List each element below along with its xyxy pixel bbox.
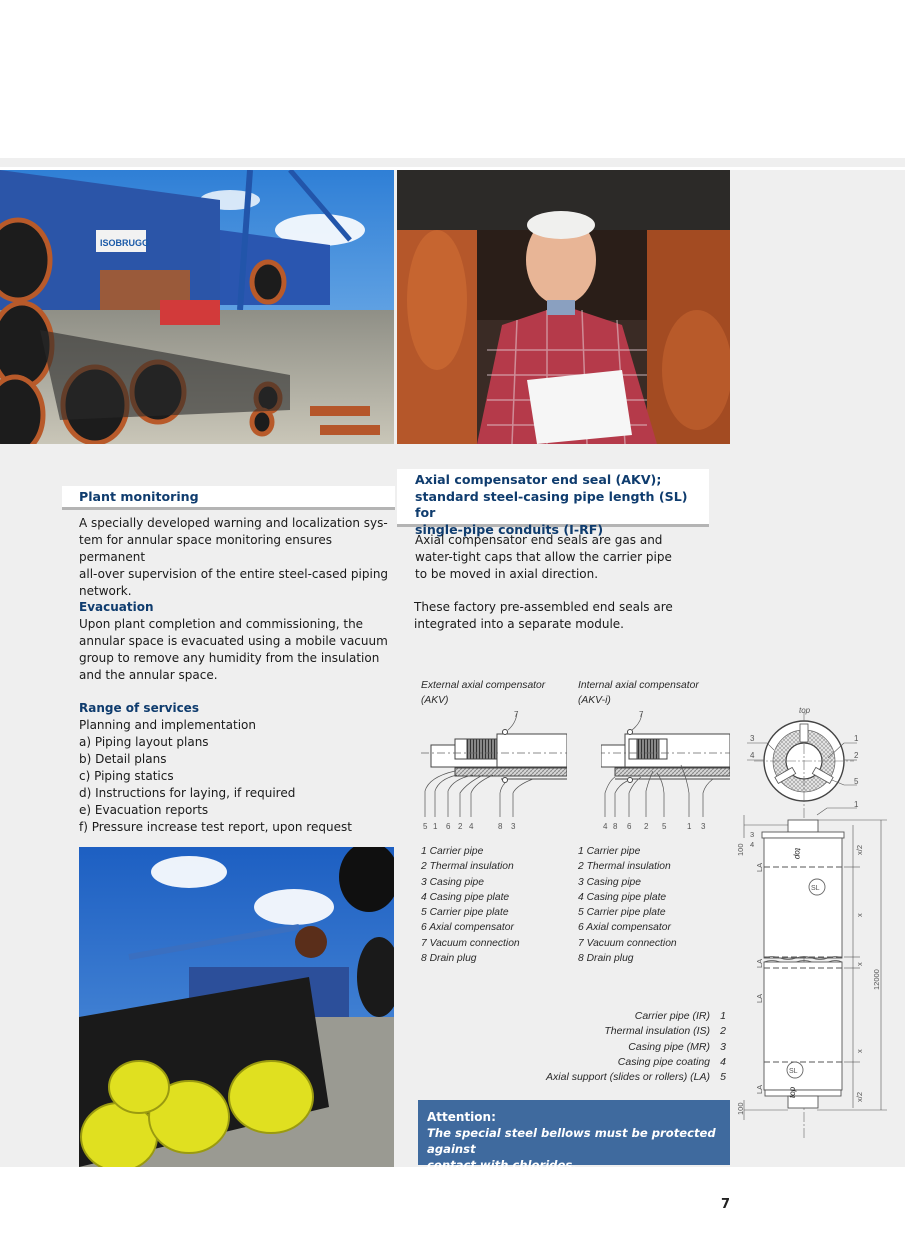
internal-compensator-diagram	[601, 705, 730, 835]
internal-callout: 4	[603, 822, 608, 831]
component-legend-row	[520, 1070, 726, 1085]
attention-box	[418, 1100, 730, 1172]
akv-heading	[415, 472, 709, 538]
parts-legend-item: 6 Axial compensator	[421, 922, 514, 934]
plant-monitoring-heading-box	[62, 486, 395, 510]
dim-x-half: x/2	[855, 1091, 864, 1102]
parts-legend-item: 3 Casing pipe	[578, 876, 641, 888]
services-item: a) Piping layout plans	[79, 735, 209, 749]
cross-section-top-label: top	[799, 706, 811, 715]
parts-legend-item: 2 Thermal insulation	[578, 861, 671, 873]
services-section	[79, 700, 399, 836]
parts-legend-item: 5 Carrier pipe plate	[421, 907, 509, 919]
dim-total: 12000	[872, 969, 881, 990]
support-label: LA	[755, 958, 764, 968]
external-title-line: External axial compensator	[421, 680, 546, 691]
intro-line: A specially developed warning and localization sys-	[79, 516, 388, 530]
external-title-line: (AKV)	[421, 695, 449, 707]
casing-number: 3	[750, 830, 755, 839]
external-callout-7: 7	[514, 710, 519, 719]
plant-monitoring-text	[79, 515, 399, 600]
services-item: d) Instructions for laying, if required	[79, 786, 296, 800]
component-number: 5	[720, 1071, 726, 1084]
internal-parts-legend	[578, 844, 677, 966]
akv-heading-box	[397, 469, 709, 537]
component-label: Casing pipe (MR)	[628, 1040, 710, 1053]
parts-legend-item: 5 Carrier pipe plate	[578, 907, 666, 919]
internal-callout: 5	[662, 822, 667, 831]
page-number: 7	[721, 1197, 731, 1212]
parts-legend-item: 4 Casing pipe plate	[578, 891, 667, 903]
internal-callout: 2	[644, 822, 649, 831]
akv-paragraph-2	[414, 599, 714, 633]
sl-marker: SL	[789, 1068, 798, 1075]
external-callout: 8	[498, 822, 503, 831]
internal-callout: 6	[627, 822, 632, 831]
akv-heading-line: standard steel-casing pipe length (SL) for	[415, 488, 688, 520]
external-parts-legend	[421, 844, 520, 966]
evacuation-heading: Evacuation	[79, 600, 154, 614]
cross-section-number: 3	[750, 734, 755, 743]
header-band	[0, 158, 905, 167]
akv-line: Axial compensator end seals are gas and	[415, 533, 663, 547]
component-label: Carrier pipe (IR)	[634, 1010, 710, 1022]
services-item: e) Evacuation reports	[79, 803, 209, 817]
parts-legend-item: 2 Thermal insulation	[421, 861, 514, 873]
services-item: c) Piping statics	[79, 769, 174, 783]
component-legend-row	[520, 1024, 726, 1039]
component-legend-row	[520, 1055, 726, 1070]
support-label: LA	[755, 993, 764, 1003]
component-label: Axial support (slides or rollers) (LA)	[546, 1071, 710, 1084]
page-top-margin	[0, 0, 905, 158]
svg-text:ISOBRUGG: ISOBRUGG	[100, 238, 150, 248]
external-callout: 4	[469, 822, 474, 831]
intro-line: all-over supervision of the entire steel-cased piping	[79, 567, 389, 581]
pipe-section-diagram	[732, 700, 905, 1140]
intro-line: network.	[79, 584, 132, 598]
parts-legend-item: 8 Drain plug	[578, 953, 634, 965]
pipe-top-label: top	[793, 848, 802, 860]
sl-marker: SL	[811, 885, 820, 892]
attention-title: Attention:	[427, 1110, 496, 1124]
evacuation-line: annular space is evacuated using a mobile vacuum	[79, 634, 388, 648]
internal-compensator-title	[578, 678, 699, 709]
component-label: Casing pipe coating	[617, 1055, 710, 1068]
component-number: 4	[720, 1055, 726, 1068]
dim-x: x	[855, 1049, 864, 1053]
factory-photo	[0, 170, 394, 444]
attention-line: contact with chlorides.	[427, 1158, 577, 1172]
internal-callout: 1	[687, 822, 692, 831]
akv-line: water-tight caps that allow the carrier pipe	[415, 550, 672, 564]
component-label: Thermal insulation (IS)	[604, 1025, 710, 1038]
cross-section-number: 5	[854, 777, 859, 786]
services-intro: Planning and implementation	[79, 718, 256, 732]
parts-legend-item: 8 Drain plug	[421, 953, 477, 965]
evacuation-line: group to remove any humidity from the insulation	[79, 651, 380, 665]
cross-section-number: 2	[854, 751, 859, 760]
akv-line: These factory pre-assembled end seals are	[414, 600, 673, 614]
internal-callout: 8	[613, 822, 618, 831]
component-legend-row	[520, 1009, 726, 1024]
support-label: LA	[755, 1084, 764, 1094]
evacuation-line: Upon plant completion and commissioning, the	[79, 617, 364, 631]
parts-legend-item: 7 Vacuum connection	[578, 937, 677, 949]
component-legend-row	[520, 1040, 726, 1055]
external-compensator-diagram	[421, 705, 567, 835]
pipe-top-number: 1	[854, 800, 859, 809]
external-callout: 6	[446, 822, 451, 831]
parts-legend-item: 6 Axial compensator	[578, 922, 671, 934]
services-item: b) Detail plans	[79, 752, 167, 766]
internal-callout-7: 7	[639, 710, 644, 719]
component-number: 2	[720, 1025, 726, 1038]
internal-title-line: Internal axial compensator	[578, 680, 699, 691]
dim-100-top: 100	[736, 843, 745, 856]
intro-line: tem for annular space monitoring ensures permanent	[79, 533, 333, 564]
external-callout: 1	[433, 822, 438, 831]
external-callout: 5	[423, 822, 428, 831]
parts-legend-item: 7 Vacuum connection	[421, 937, 520, 949]
cross-section-number: 1	[854, 734, 859, 743]
evacuation-line: and the annular space.	[79, 668, 218, 682]
dim-x: x	[855, 913, 864, 917]
pipe-top-label: top	[788, 1086, 797, 1098]
internal-callout: 3	[701, 822, 706, 831]
plant-monitoring-heading: Plant monitoring	[79, 489, 199, 504]
component-number: 3	[720, 1040, 726, 1053]
external-callout: 2	[458, 822, 463, 831]
parts-legend-item: 3 Casing pipe	[421, 876, 484, 888]
page-bottom-margin	[0, 1167, 905, 1235]
dim-100-bottom: 100	[736, 1102, 745, 1115]
akv-heading-line: single-pipe conduits (I-RF)	[415, 521, 604, 537]
akv-heading-line: Axial compensator end seal (AKV);	[415, 472, 662, 487]
evacuation-section	[79, 599, 399, 684]
akv-paragraph-1	[415, 532, 715, 583]
akv-line: to be moved in axial direction.	[415, 567, 599, 581]
worker-photo	[397, 170, 730, 444]
dim-x: x	[855, 962, 864, 966]
component-number: 1	[720, 1010, 726, 1022]
services-heading: Range of services	[79, 701, 199, 715]
attention-line: The special steel bellows must be protected against	[427, 1126, 716, 1156]
cross-section-number: 4	[750, 751, 755, 760]
yard-photo	[79, 847, 394, 1167]
dim-x-half: x/2	[855, 844, 864, 855]
akv-line: integrated into a separate module.	[414, 617, 624, 631]
external-callout: 3	[511, 822, 516, 831]
parts-legend-item: 1 Carrier pipe	[578, 846, 641, 857]
parts-legend-item: 4 Casing pipe plate	[421, 891, 510, 903]
component-legend	[520, 1009, 726, 1085]
internal-title-line: (AKV-i)	[578, 695, 611, 707]
parts-legend-item: 1 Carrier pipe	[421, 846, 484, 857]
services-item: f) Pressure increase test report, upon request	[79, 820, 352, 834]
casing-number: 4	[750, 840, 755, 849]
external-compensator-title	[421, 678, 545, 709]
support-label: LA	[755, 862, 764, 872]
